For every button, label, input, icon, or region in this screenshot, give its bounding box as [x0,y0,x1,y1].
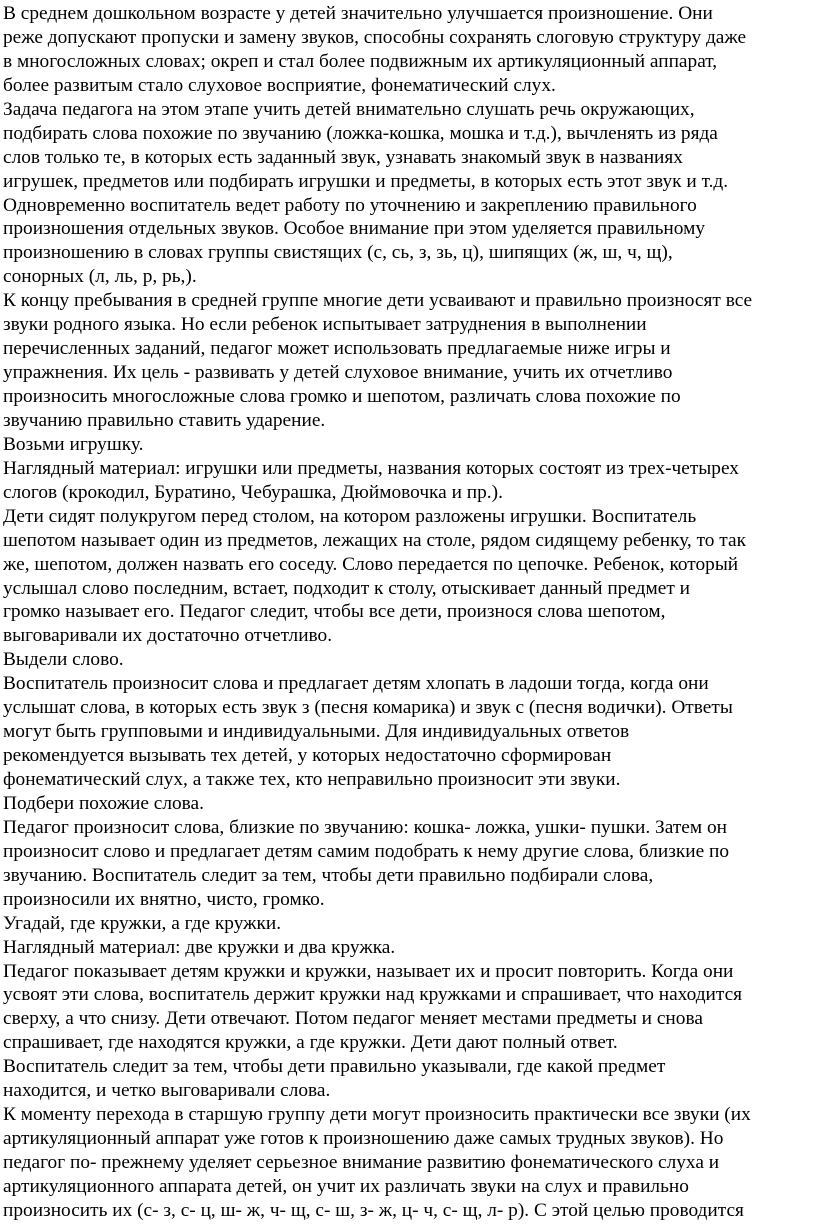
text-line: шепотом называет один из предметов, лежащих на столе, рядом сидящему ребенку, то так [3,529,746,551]
text-line: громко называет его. Педагог следит, чтобы все дети, произнося слова шепотом, [3,601,666,623]
text-line: упражнения. Их цель - развивать у детей слуховое внимание, учить их отчетливо [3,362,673,384]
text-line: Угадай, где кружки, а где кружки. [3,912,282,934]
text-line: услышал слово последним, встает, подходит к столу, отыскивает данный предмет и [3,577,690,599]
text-line: Наглядный материал: две кружки и два кружка. [3,936,396,958]
text-line: Наглядный материал: игрушки или предметы, названия которых состоят из трех-четырех [3,457,739,479]
text-line: перечисленных заданий, педагог может использовать предлагаемые ниже игры и [3,338,671,360]
text-line: К моменту перехода в старшую группу дети могут произносить практически все звуки (их [3,1104,751,1126]
document-body [3,2,815,1223]
text-line: произношению в словах группы свистящих (с, сь, з, зь, ц), шипящих (ж, ш, ч, щ), [3,242,673,264]
text-line: произношения отдельных звуков. Особое внимание при этом уделяется правильному [3,218,705,240]
text-line: произносит слово и предлагает детям самим подобрать к нему другие слова, близкие по [3,840,730,862]
text-line: слов только те, в которых есть заданный звук, узнавать знакомый звук в названиях [3,146,683,168]
text-line: артикуляционный аппарат уже готов к произношению даже самых трудных звуков). Но [3,1128,724,1150]
text-line: педагог по- прежнему уделяет серьезное внимание развитию фонематического слуха и [3,1152,720,1173]
text-line: произносить их (с- з, с- ц, ш- ж, ч- щ, с- ш, з- ж, ц- ч, с- щ, л- р). С этой целью проводится [3,1199,744,1221]
text-line: звучанию. Воспитатель следит за тем, чтобы дети правильно подбирали слова, [3,864,654,886]
text-line: рекомендуется вызывать тех детей, у которых недостаточно сформирован [3,745,612,767]
text-line: Воспитатель следит за тем, чтобы дети правильно указывали, где какой предмет [3,1056,666,1078]
text-line: Возьми игрушку. [3,433,144,455]
text-line: Подбери похожие слова. [3,792,204,814]
text-line: находится, и четко выговаривали слова. [3,1080,331,1102]
text-line: Одновременно воспитатель ведет работу по уточнению и закреплению правильного [3,194,697,216]
text-line: же, шепотом, должен назвать его соседу. Слово передается по цепочке. Ребенок, который [3,553,739,575]
text-line: игрушек, предметов или подбирать игрушки и предметы, в которых есть этот звук и т.д. [3,170,729,192]
text-line: реже допускают пропуски и замену звуков, способны сохранять слоговую структуру даже [3,26,747,48]
text-line: подбирать слова похожие по звучанию (ложка-кошка, мошка и т.д.), вычленять из ряда [3,122,718,144]
text-line: Дети сидят полукругом перед столом, на котором разложены игрушки. Воспитатель [3,505,697,527]
text-line: Выдели слово. [3,649,124,671]
text-line: В среднем дошкольном возрасте у детей значительно улучшается произношение. Они [3,3,713,24]
text-line: более развитым стало слуховое восприятие, фонематический слух. [3,74,556,96]
text-line: услышат слова, в которых есть звук з (песня комарика) и звук с (песня водички). Ответы [3,697,733,719]
text-line: артикуляционного аппарата детей, он учит их различать звуки на слух и правильно [3,1175,689,1197]
text-line: сверху, а что снизу. Дети отвечают. Потом педагог меняет местами предметы и снова [3,1008,703,1030]
text-line: произносили их внятно, чисто, громко. [3,888,325,910]
text-line: выговаривали их достаточно отчетливо. [3,625,333,647]
text-line: фонематический слух, а также тех, кто неправильно произносит эти звуки. [3,769,621,790]
text-line: сонорных (л, ль, р, рь,). [3,266,197,288]
text-line: звуки родного языка. Но если ребенок испытывает затруднения в выполнении [3,314,647,336]
text-line: К концу пребывания в средней группе многие дети усваивают и правильно произносят все [3,290,753,312]
text-line: Задача педагога на этом этапе учить детей внимательно слушать речь окружающих, [3,98,695,120]
text-line: звучанию правильно ставить ударение. [3,409,326,431]
text-line: усвоят эти слова, воспитатель держит кружки над кружками и спрашивает, что находится [3,984,743,1006]
text-line: произносить многосложные слова громко и шепотом, различать слова похожие по [3,386,681,407]
text-line: Педагог показывает детям кружки и кружки, называет их и просит повторить. Когда они [3,960,734,982]
text-line: Педагог произносит слова, близкие по звучанию: кошка- ложка, ушки- пушки. Затем он [3,816,727,838]
text-line: слогов (крокодил, Буратино, Чебурашка, Дюймовочка и пр.). [3,481,503,503]
text-line: в многосложных словах; окреп и стал более подвижным их артикуляционный аппарат, [3,50,718,72]
text-line: спрашивает, где находятся кружки, а где кружки. Дети дают полный ответ. [3,1032,618,1054]
text-line: Воспитатель произносит слова и предлагает детям хлопать в ладоши тогда, когда они [3,673,709,695]
text-line: могут быть групповыми и индивидуальными. Для индивидуальных ответов [3,721,630,743]
